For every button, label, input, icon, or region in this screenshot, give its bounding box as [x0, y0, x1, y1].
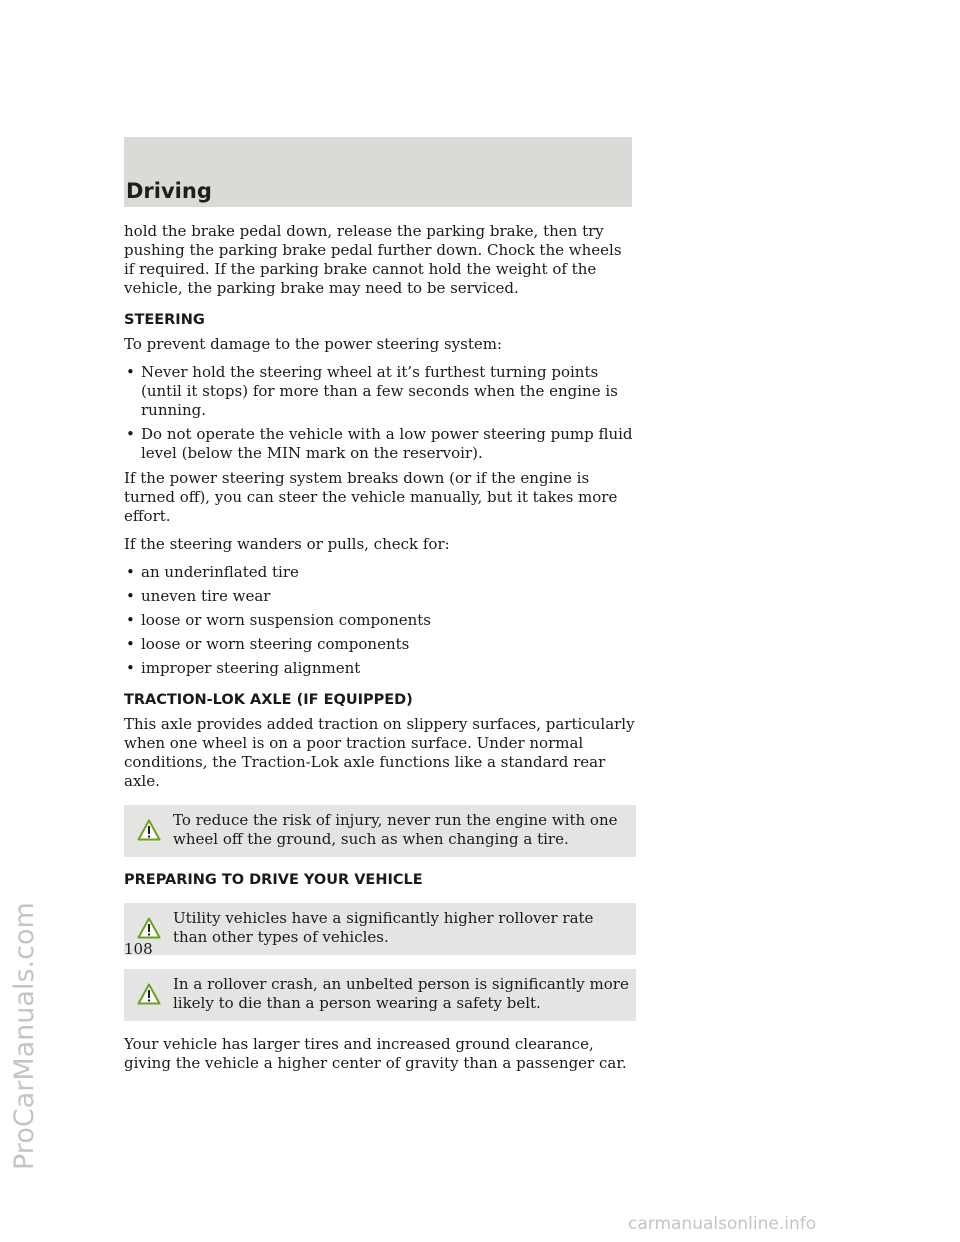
warning-triangle-icon — [124, 975, 173, 1005]
bullet-glyph: • — [126, 611, 135, 629]
steering-bullet-list — [124, 363, 636, 463]
warning-text: To reduce the risk of injury, never run the engine with one wheel off the ground, such as when changing a tire. — [173, 811, 618, 848]
traction-lok-heading: TRACTION-LOK AXLE (IF EQUIPPED) — [124, 692, 413, 708]
list-item: • loose or worn steering components — [126, 635, 410, 653]
list-item: • improper steering alignment — [126, 659, 361, 677]
warning-text: Utility vehicles have a significantly higher rollover rate than other types of vehicles. — [173, 909, 594, 946]
bullet-glyph: • — [126, 659, 135, 677]
list-item: • uneven tire wear — [126, 587, 271, 605]
bullet-glyph: • — [126, 587, 135, 605]
bullet-glyph: • — [126, 635, 135, 653]
list-item: • an underinflated tire — [126, 563, 299, 581]
bullet-glyph: • — [126, 363, 135, 381]
steering-lead: To prevent damage to the power steering system: — [124, 335, 503, 353]
preparing-heading: PREPARING TO DRIVE YOUR VEHICLE — [124, 872, 423, 888]
warning-triangle-icon — [124, 811, 173, 841]
steering-wander-lead: If the steering wanders or pulls, check for: — [124, 535, 450, 553]
footer-watermark: carmanualsonline.info — [628, 1214, 817, 1234]
warning-triangle-icon — [124, 909, 173, 939]
page-content — [124, 222, 636, 1082]
bullet-glyph: • — [126, 425, 135, 443]
warning-box-rollover-rate — [124, 903, 636, 955]
section-title: Driving — [126, 179, 212, 203]
intro-paragraph: hold the brake pedal down, release the parking brake, then try pushing the parking brake pedal further down. Chock the wheels if required. If the parking brake cannot hold the weight of the vehicle, the parking brake may need to be serviced. — [124, 222, 622, 297]
steering-check-list — [124, 563, 636, 678]
warning-box-safety-belt — [124, 969, 636, 1021]
bullet-glyph: • — [126, 563, 135, 581]
list-item: • Never hold the steering wheel at it’s furthest turning points (until it stops) for more than a few seconds when the engine is running. — [126, 363, 618, 419]
page-number: 108 — [124, 940, 153, 958]
warning-box-traction — [124, 805, 636, 857]
list-item: • Do not operate the vehicle with a low power steering pump fluid level (below the MIN mark on the reservoir). — [126, 425, 633, 462]
steering-breakdown-paragraph: If the power steering system breaks down (or if the engine is turned off), you can steer the vehicle manually, but it takes more effort. — [124, 469, 618, 525]
traction-lok-paragraph: This axle provides added traction on slippery surfaces, particularly when one wheel is on a poor traction surface. Under normal conditions, the Traction-Lok axle functions like a standard rear axle. — [124, 715, 635, 790]
center-of-gravity-paragraph: Your vehicle has larger tires and increased ground clearance, giving the vehicle a higher center of gravity than a passenger car. — [124, 1035, 627, 1072]
side-watermark: ProCarManuals.com — [9, 902, 40, 1170]
list-item: • loose or worn suspension components — [126, 611, 432, 629]
steering-heading: STEERING — [124, 312, 205, 328]
warning-text: In a rollover crash, an unbelted person is significantly more likely to die than a person wearing a safety belt. — [173, 975, 629, 1012]
